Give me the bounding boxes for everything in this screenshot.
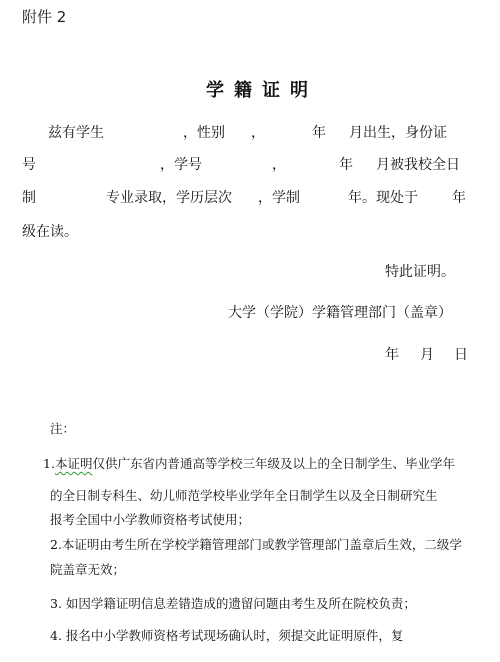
document-title: 学籍证明 bbox=[206, 80, 318, 101]
date-year: 年 bbox=[385, 347, 399, 363]
attachment-label: 附件 2 bbox=[22, 8, 67, 26]
note-item3: 3. 如因学籍证明信息差错造成的遗留问题由考生及所在院校负责； bbox=[50, 596, 416, 611]
spellcheck-flagged-text: 本证明 bbox=[54, 456, 93, 471]
body-line3-c: ，学制 bbox=[258, 190, 300, 206]
note-item2-line1: 2.本证明由考生所在学校学籍管理部门或教学管理部门盖章后生效，二级学 bbox=[50, 537, 462, 552]
note-item1-line3: 报考全国中小学教师资格考试使用； bbox=[50, 512, 251, 527]
body-line3-e: 年 bbox=[452, 190, 466, 206]
body-line1-d: 年 bbox=[312, 125, 326, 141]
body-line1-e: 月出生，身份证 bbox=[349, 125, 447, 141]
body-line2-a: 号 bbox=[22, 157, 36, 173]
signature-line: 大学（学院）学籍管理部门（盖章） bbox=[228, 305, 452, 321]
body-line4: 级在读。 bbox=[22, 224, 78, 240]
note-item2-line2: 院盖章无效； bbox=[50, 562, 126, 577]
date-month: 月 bbox=[420, 347, 434, 363]
body-line3-a: 制 bbox=[22, 190, 36, 206]
body-line1-a: 兹有学生 bbox=[48, 125, 104, 141]
body-line2-b: ，学号 bbox=[160, 157, 202, 173]
body-line1-c: ， bbox=[251, 125, 265, 141]
body-line3-b: 专业录取，学历层次 bbox=[106, 190, 232, 206]
body-line3-d: 年。现处于 bbox=[348, 190, 418, 206]
date-day: 日 bbox=[454, 347, 468, 363]
body-line1-b: ，性别 bbox=[183, 125, 225, 141]
note-item1-line2: 的全日制专科生、幼儿师范学校毕业学年全日制学生以及全日制研究生 bbox=[50, 488, 438, 503]
note-item1-rest: 仅供广东省内普通高等学校三年级及以上的全日制学生、毕业学年 bbox=[92, 456, 455, 471]
body-line2-d: 年 bbox=[339, 157, 353, 173]
note-item4: 4. 报名中小学教师资格考试现场确认时，须提交此证明原件，复 bbox=[50, 628, 404, 643]
note-item1-prefix: 1. bbox=[43, 456, 55, 471]
body-line2-c: ， bbox=[272, 157, 286, 173]
note-item1-line1 bbox=[43, 458, 455, 471]
body-line2-e: 月被我校全日 bbox=[376, 157, 460, 173]
closing-text: 特此证明。 bbox=[385, 264, 455, 280]
notes-label: 注： bbox=[50, 421, 76, 436]
